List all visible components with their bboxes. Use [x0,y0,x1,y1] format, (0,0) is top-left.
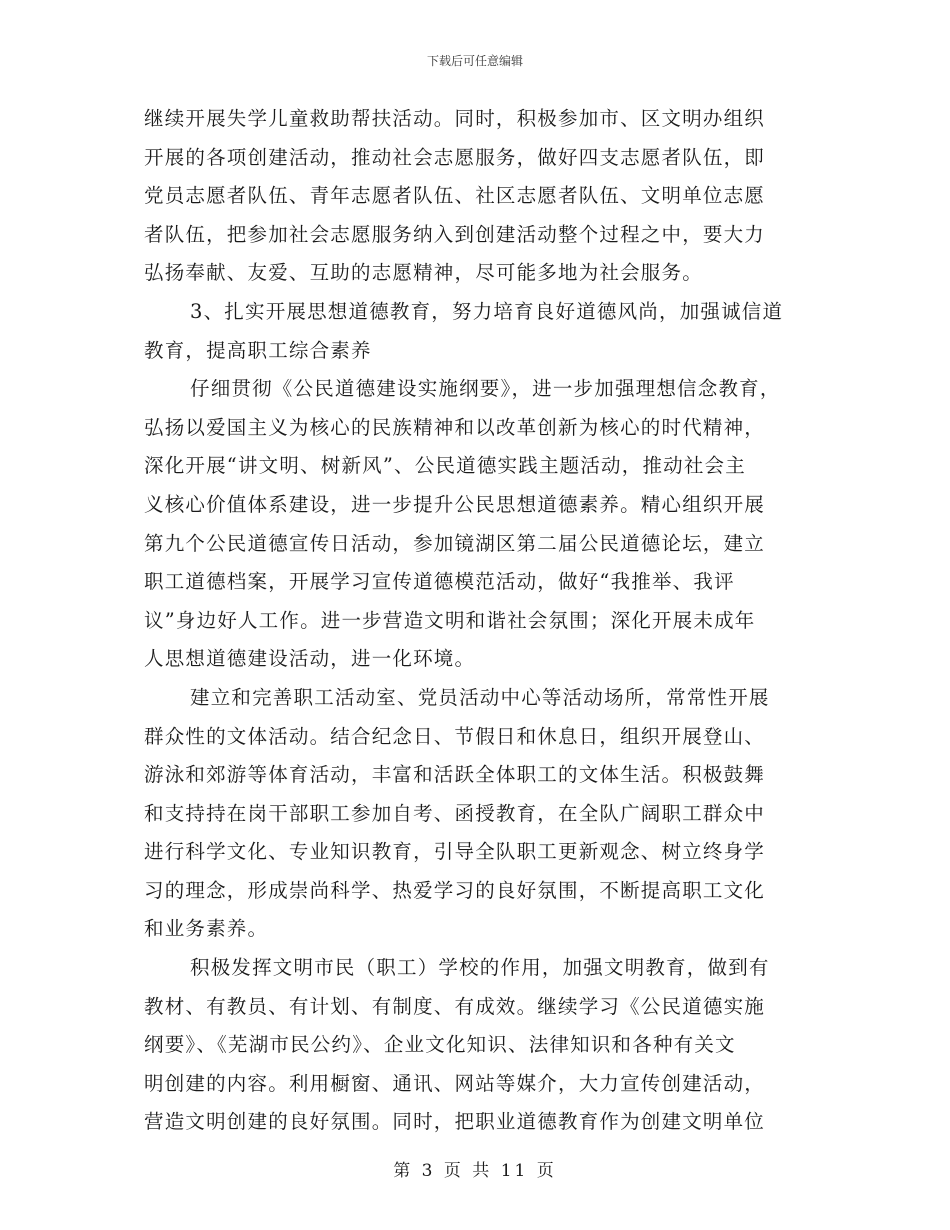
text-line: 明创建的内容。利用橱窗、通讯、网站等媒介，大力宣传创建活动， [144,1071,766,1095]
text-line: 弘扬以爱国主义为核心的民族精神和以改革创新为核心的时代精神， [144,415,766,439]
text-line: 习的理念，形成崇尚科学、热爱学习的良好氛围，不断提高职工文化 [144,878,766,902]
text-line: 者队伍，把参加社会志愿服务纳入到创建活动整个过程之中，要大力 [144,222,766,246]
section-heading-line: 3、扎实开展思想道德教育，努力培育良好道德风尚，加强诚信道 [190,299,784,323]
page-number-footer: 第 3 页 共 11 页 [393,1161,557,1181]
text-line: 义核心价值体系建设，进一步提升公民思想道德素养。精心组织开展 [144,492,766,516]
section-heading-line: 教育，提高职工综合素养 [144,338,372,362]
text-line: 继续开展失学儿童救助帮扶活动。同时，积极参加市、区文明办组织 [144,107,766,130]
text-line: 建立和完善职工活动室、党员活动中心等活动场所，常常性开展 [190,685,770,709]
text-line: 和业务素养。 [144,917,269,941]
text-line: 营造文明创建的良好氛围。同时，把职业道德教育作为创建文明单位 [144,1110,766,1134]
text-line: 弘扬奉献、友爱、互助的志愿精神，尽可能多地为社会服务。 [144,261,703,285]
text-line: 群众性的文体活动。结合纪念日、节假日和休息日，组织开展登山、 [144,724,766,748]
text-line: 积极发挥文明市民（职工）学校的作用，加强文明教育，做到有 [190,956,770,980]
text-line: 开展的各项创建活动，推动社会志愿服务，做好四支志愿者队伍，即 [144,145,766,169]
text-line: 和支持持在岗干部职工参加自考、函授教育，在全队广阔职工群众中 [144,801,766,825]
document-body [144,100,804,1142]
text-line: 教材、有教员、有计划、有制度、有成效。继续学习《公民道德实施 [144,994,766,1018]
text-line: 议”身边好人工作。进一步营造文明和谐社会氛围；深化开展未成年 [144,608,756,632]
text-line: 第九个公民道德宣传日活动，参加镜湖区第二届公民道德论坛，建立 [144,531,766,555]
text-line: 党员志愿者队伍、青年志愿者队伍、社区志愿者队伍、文明单位志愿 [144,184,766,208]
text-line: 深化开展“讲文明、树新风”、公民道德实践主题活动，推动社会主 [144,454,746,478]
text-line: 人思想道德建设活动，进一化环境。 [144,647,476,671]
page-header: 下载后可任意编辑 [426,54,523,68]
text-line: 职工道德档案，开展学习宣传道德模范活动，做好“我推举、我评 [144,570,735,594]
text-line: 仔细贯彻《公民道德建设实施纲要》，进一步加强理想信念教育， [190,377,781,401]
text-line: 游泳和郊游等体育活动，丰富和活跃全体职工的文体生活。积极鼓舞 [144,763,766,787]
text-line: 纲要》、《芜湖市民公约》、企业文化知识、法律知识和各种有关文 [144,1033,736,1057]
text-line: 进行科学文化、专业知识教育，引导全队职工更新观念、树立终身学 [144,840,766,864]
